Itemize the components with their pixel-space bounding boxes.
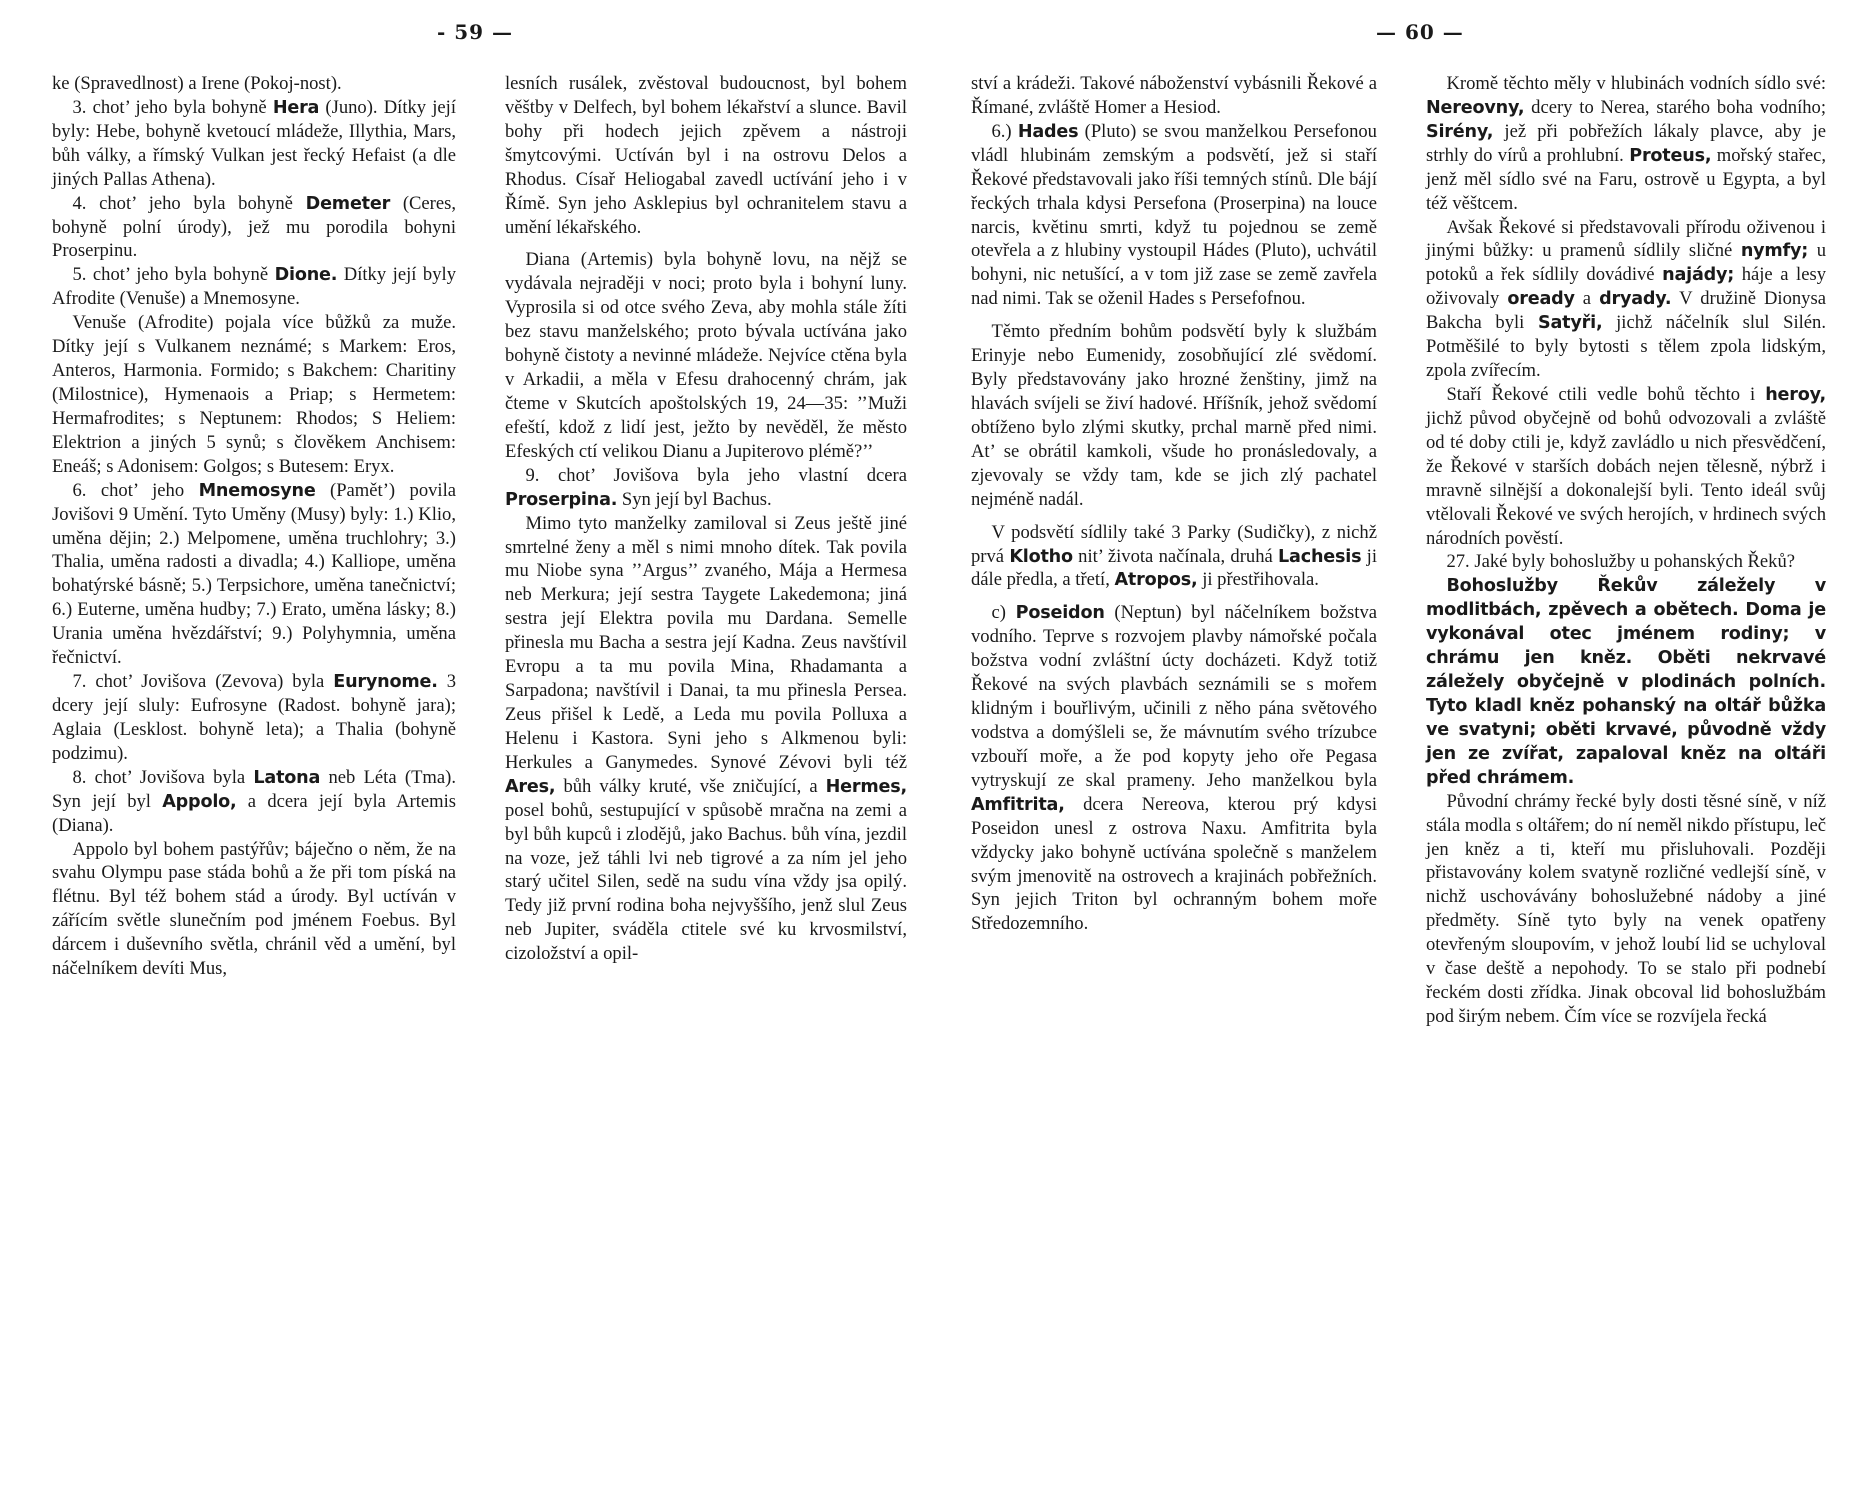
text-run: ji přestřihovala. (1197, 569, 1319, 591)
bold-term: oready (1507, 289, 1575, 310)
text-run: bůh války kruté, vše zničující, a (555, 775, 826, 797)
text-run: c) (991, 602, 1016, 624)
right-page (926, 0, 1852, 1500)
text-run: dcera Nereova, kterou prý kdysi Poseidon unesl z ostrova Naxu. Amfitrita byla vždycky jako bohyně uctívána společně s manželem svým jmenovitě na ostrovech a krajinách pobřežních. Syn jejich Triton byl ochranným bohem moře Středozemního. (971, 793, 1377, 935)
text-run: 7. chot’ Jovišova (Zevova) byla (72, 671, 334, 693)
text-run: (Ceres, bohyně polní úrody), jež mu porodila bohyni Proserpinu. (52, 192, 457, 262)
bold-term: Dione. (274, 265, 338, 286)
text-run: Venuše (Afrodite) pojala více bůžků za muže. Dítky její s Vulkanem neznámé; s Markem: Eros, Anteros, Harmonia. Formido; s Bakchem: Charitiny (Milostnice), Hymenaois a Priap; s Hermetem: Hermafrodites; s Neptunem: Rhodos; S Heliem: Elektrion a jiných 5 synů; s člověkem Anchisem: Eneáš; s Adonisem: Golgos; s Butesem: Eryx. (52, 312, 456, 477)
text-run: jichž náčelník slul Silén. Potměšilé to byly bytosti s tělem zpola lidským, zpola zvířecím. (1426, 312, 1826, 382)
bold-term: Appolo, (162, 791, 237, 812)
bold-term: Bohoslužby Řekův (1446, 576, 1658, 597)
text-run: (Juno). Dítky její byly: Hebe, bohyně kvetoucí mládeže, Illythia, Mars, bůh války, a římský Vulkan jest řecký Hefaist (a dle jiných Pallas Athena). (52, 96, 456, 190)
bold-term: Amfitrita, (971, 794, 1065, 815)
bold-term: Ares, (505, 776, 556, 797)
bold-term: Klotho (1009, 546, 1073, 567)
bold-term: Latona (253, 767, 321, 788)
paragraph (971, 72, 1377, 120)
text-run: Kromě těchto měly v hlubinách vodních sídlo své: (1446, 73, 1826, 94)
bold-term: Poseidon (1015, 603, 1105, 624)
text-run: Mimo tyto manželky zamiloval si Zeus ještě jiné smrtelné ženy a měl s nimi mnoho dítek. Tak povila mu Niobe syna ’’Argus’’ zvaného, Mája a Hermesa neb Merkura; její sestra Taygete Lakedemona; jiná sestra její Elektra povila mu Dardana. Semelle přinesla mu Bacha a sestra její Kadna. Zeus navštívil Evropu a ta mu povila Mina, Rhadamanta a Sarpadona; navštívil i Danai, ta mu přinesla Persea. Zeus přišel k Ledě, a Leda mu povila Polluxa a Helenu i Kastora. Syni jeho s Alkmenou byli: Herkules a Ganymedes. Synové Zévovi byli též (505, 512, 907, 773)
text-run: ke (Spravedlnost) a Irene (Pokoj-nost). (52, 73, 342, 94)
bold-term: Nereovny, (1426, 97, 1525, 118)
paragraph (505, 512, 907, 967)
text-run: (Pamět’) povila Jovišovi 9 Umění. Tyto Uměny (Musy) byly: 1.) Klio, uměna dějin; 2.) Melpomene, uměna truchlohry; 3.) Thalia, uměna radosti a divadla; 4.) Kalliope, uměna bohatýrské básně; 5.) Terpsichore, uměna tanečnictví; 6.) Euterne, uměna hudby; 7.) Erato, uměna lásky; 8.) Urania uměna hvězdářství; 9.) Polyhymnia, uměna řečnictví. (52, 479, 457, 669)
text-run: ství a krádeži. Takové náboženství vybásnili Řekové a Římané, zvláště Homer a Hesiod. (971, 73, 1377, 118)
paragraph (52, 263, 456, 311)
paragraph (1426, 216, 1826, 383)
text-run: 4. chot’ jeho byla bohyně (72, 192, 306, 214)
bold-term: nymfy; (1740, 241, 1809, 262)
text-run: jež při pobřežích lákaly plavce, aby je strhly do vírů a prohlubní. (1426, 120, 1826, 166)
paragraph (505, 248, 907, 463)
text-run: Avšak Řekové si představovali přírodu oživenou i jinými bůžky: u pramenů sídlily sličné (1426, 216, 1826, 262)
paragraph (52, 72, 456, 96)
text-column-4 (1426, 72, 1826, 1029)
paragraph (971, 120, 1377, 311)
text-run: 3 dcery její sluly: Eufrosyne (Radost. bohyně jara); Aglaia (Lesklost. bohyně leta); a Thalia (bohyně podzimu). (52, 671, 456, 764)
text-run: V podsvětí sídlily také 3 Parky (Sudičky), z nichž prvá (971, 521, 1377, 567)
paragraph (52, 96, 456, 192)
text-run: a dcera její byla Artemis (Diana). (52, 790, 457, 836)
text-run: (Neptun) byl náčelníkem božstva vodního. Teprve s rozvojem plavby námořské počala božstva vodní zvláštní úcty docházeti. Když totiž Řekové na svých plavbách seznámili se s mořem klidným i bouřlivým, učinili z něho pána světového vodstva a domýšleli se, že mávnutím svého trízubce vzbouří moře, a že pod kopyty jeho oře Pegasa vytryskují ze skal prameny. Jeho manželkou byla (971, 602, 1377, 791)
bold-term: Satyři, (1538, 313, 1603, 334)
paragraph (505, 72, 907, 239)
bold-term: Hades (1017, 121, 1079, 142)
bold-term: Hermes, (825, 776, 907, 797)
text-run: Appolo byl bohem pastýřův; báječno o něm, že na svahu Olympu pase stáda bohů a že při tom píská na flétnu. Byl též bohem stád a úrody. Byl uctíván v zářícím světle slunečním pod jménem Foebus. Byl dárcem i duševního světla, chránil věd a umění, byl náčelníkem devíti Mus, (52, 838, 456, 980)
paragraph (1426, 72, 1826, 216)
text-run: posel bohů, sestupující v spůsobě mračna na zemi a byl bůh kupců i zlodějů, jako Bachus. bůh vína, jezdil na voze, jež táhli lvi neb tigrové a za ním jel jeho starý učitel Silen, sedě na sudu vína vždy jsa opilý. Tedy již první rodina boha nejvyššího, jenž slul Zeus neb Jupiter, svádělа ctitele své ku krvosmilství, cizoložství a opil- (505, 799, 907, 965)
text-column-2 (505, 72, 907, 966)
bold-term: dryady. (1599, 289, 1672, 310)
paragraph (52, 311, 456, 478)
text-run: nit’ života načínala, druhá (1072, 545, 1279, 567)
text-run: Syn její byl Bachus. (617, 488, 772, 510)
bold-term: Atropos, (1114, 570, 1198, 591)
text-run: 27. Jaké byly bohoslužby u pohanských Řeků? (1446, 551, 1796, 573)
text-run: Těmto předním bohům podsvětí byly k službám Erinyje nebo Eumenidy, zosobňující zlé svědomí. Byly představovány jako hrozné ženštiny, jimž na hlavách svíjeli se živí hadové. Hříšník, jehož svědomí obtíženo bylo zlými skutky, prchal marně před nimi. At’ se obrátil kamkoli, všude ho pronásledovaly, a zjevovaly se vždy tam, kde se jich zlý pachatel nejméně nadál. (971, 321, 1377, 510)
page-number-59: - 59 — (437, 20, 514, 44)
text-column-1 (52, 72, 456, 981)
paragraph (971, 601, 1377, 936)
paragraph (505, 464, 907, 512)
text-run: Původní chrámy řecké byly dosti těsné síně, v níž stála modla s oltářem; do ní neměl nikdo přístupu, leč jen kněz a ti, kteří mu přisluhovali. Později přistavovány kolem svatyně rozličné vedlejší síně, v nichž uschovávány bohoslužebné nádoby a jiné předměty. Síně tyto byly na venek opatřeny otevřeným sloupovím, v jehož loubí lid se uchyloval v čase deště a nepohody. To se stalo při podnebí řeckém dosti zřídka. Jinak obcoval lid bohoslužbám pod širým nebem. Čím více se rozvíjela řecká (1426, 790, 1826, 1027)
paragraph (52, 670, 456, 766)
text-run: 5. chot’ jeho byla bohyně (72, 264, 275, 286)
paragraph (52, 479, 456, 670)
text-run: Dítky její byly Afrodite (Venuše) a Mnemosyne. (52, 264, 456, 310)
text-run: 6.) (991, 120, 1018, 142)
paragraph (1426, 550, 1826, 574)
paragraph (1426, 790, 1826, 1029)
text-run: neb Léta (Tma). Syn její byl (52, 766, 456, 812)
paragraph (1426, 383, 1826, 550)
text-run: Diana (Artemis) byla bohyně lovu, na nějž se vydávala nejraději v noci; proto byla i bohyní luny. Vyprosila si od otce svého Zeva, aby mohla stále žíti bez stavu manželského; proto bývala uctívána jako bohyně čistoty a nevinné mládeže. Nejvíce ctěna byla v Arkadii, a měla v Efesu drahocenný chrám, jak čteme v Skutcích apoštolských 19, 24—35: ’’Muži efeští, kdož z lidí jest, ježto by nevěděl, že město Efeských ctí velikou Dianu a Jupiterovo plémě?’’ (505, 249, 907, 462)
bold-term: Lachesis (1278, 546, 1362, 567)
text-run: mořský stařec, jenž měl sídlo své na Faru, ostrově u Egypta, a byl též věštcem. (1426, 144, 1826, 214)
paragraph (52, 838, 456, 982)
text-run: u potoků a řek sídlily dovádivé (1426, 240, 1826, 286)
paragraph (971, 521, 1377, 593)
text-run: 8. chot’ Jovišova byla (72, 766, 254, 788)
bold-term: záležely v modlitbách, zpěvech a obětech. Doma je vykonával otec jménem rodiny; v chrámu jen kněz. Oběti nekrvavé záležely obyčejně v plodinách polních. Tyto kladl kněz pohanský na oltář bůžka ve svatyni; oběti krvavé, původně vždy jen ze zvířat, zapaloval kněz na oltáři před chrámem. (1426, 576, 1826, 788)
paragraph (971, 320, 1377, 511)
bold-term: Mnemosyne (198, 480, 316, 501)
text-run: 9. chot’ Jovišova byla jeho vlastní dcera (525, 464, 907, 486)
text-run: jichž původ obyčejně od bohů odvozovali a zvláště od té doby ctili je, když zavládlo u nich přesvědčení, že Řekové v starších dobách nejen tělesně, nýbrž i mravně silnější a dokonalejší byli. Tento ideál svůj vtělovali Řekové ve svých herojích, v hrdinech svých národních pověstí. (1426, 407, 1826, 549)
bold-term: Demeter (305, 193, 391, 214)
text-run: V družině Dionysa Bakcha byli (1426, 288, 1826, 334)
text-run: 3. chot’ jeho byla bohyně (72, 96, 273, 118)
bold-term: Proserpina. (505, 489, 618, 510)
bold-term: Hera (272, 97, 320, 118)
paragraph (52, 766, 456, 838)
bold-term: najády; (1662, 265, 1735, 286)
paragraph (1426, 574, 1826, 789)
bold-term: Eurynome. (333, 672, 438, 693)
text-run: a (1574, 288, 1600, 310)
bold-term: heroy, (1765, 384, 1826, 405)
bold-term: Proteus, (1629, 145, 1712, 166)
text-run: 6. chot’ jeho (72, 479, 199, 501)
text-run: Staří Řekové ctili vedle bohů těchto i (1446, 383, 1766, 405)
paragraph (52, 192, 456, 264)
text-run: ji dále předla, a třetí, (971, 545, 1377, 591)
text-run: háje a lesy oživovaly (1426, 264, 1826, 310)
text-run: (Pluto) se svou manželkou Persefonou vládl hlubinám zemským a podsvětí, jež si staří Řekové představovali jako říši temných stínů. Dle bájí řeckých trhala kdysi Persefona (Proserpina) na louce narcis, květinu smrti, když tu pojednou se země otevřela a z hlubiny vystoupil Hádes (Pluto), uchvátil bohyni, nic netušící, a v tom již zase se země zavřela nad nimi. Tak se oženil Hades s Persefofnou. (971, 120, 1377, 310)
text-column-3 (971, 72, 1377, 936)
text-run: lesních rusálek, zvěstoval budoucnost, byl bohem věštby v Delfech, byl bohem lékařství a slunce. Bavil bohy při hodech jejich zpěvem a nástroji šmytcovými. Uctíván byl i na ostrovu Delos a Rhodus. Císař Heliogabal zavedl uctívání jeho i v Římě. Syn jeho Asklepius byl ochranitelem stavu a umění lékařského. (505, 73, 907, 238)
page-number-60: — 60 — (1376, 20, 1464, 44)
text-run: dcery to Nerea, starého boha vodního; (1524, 96, 1826, 118)
bold-term: Sirény, (1426, 121, 1494, 142)
